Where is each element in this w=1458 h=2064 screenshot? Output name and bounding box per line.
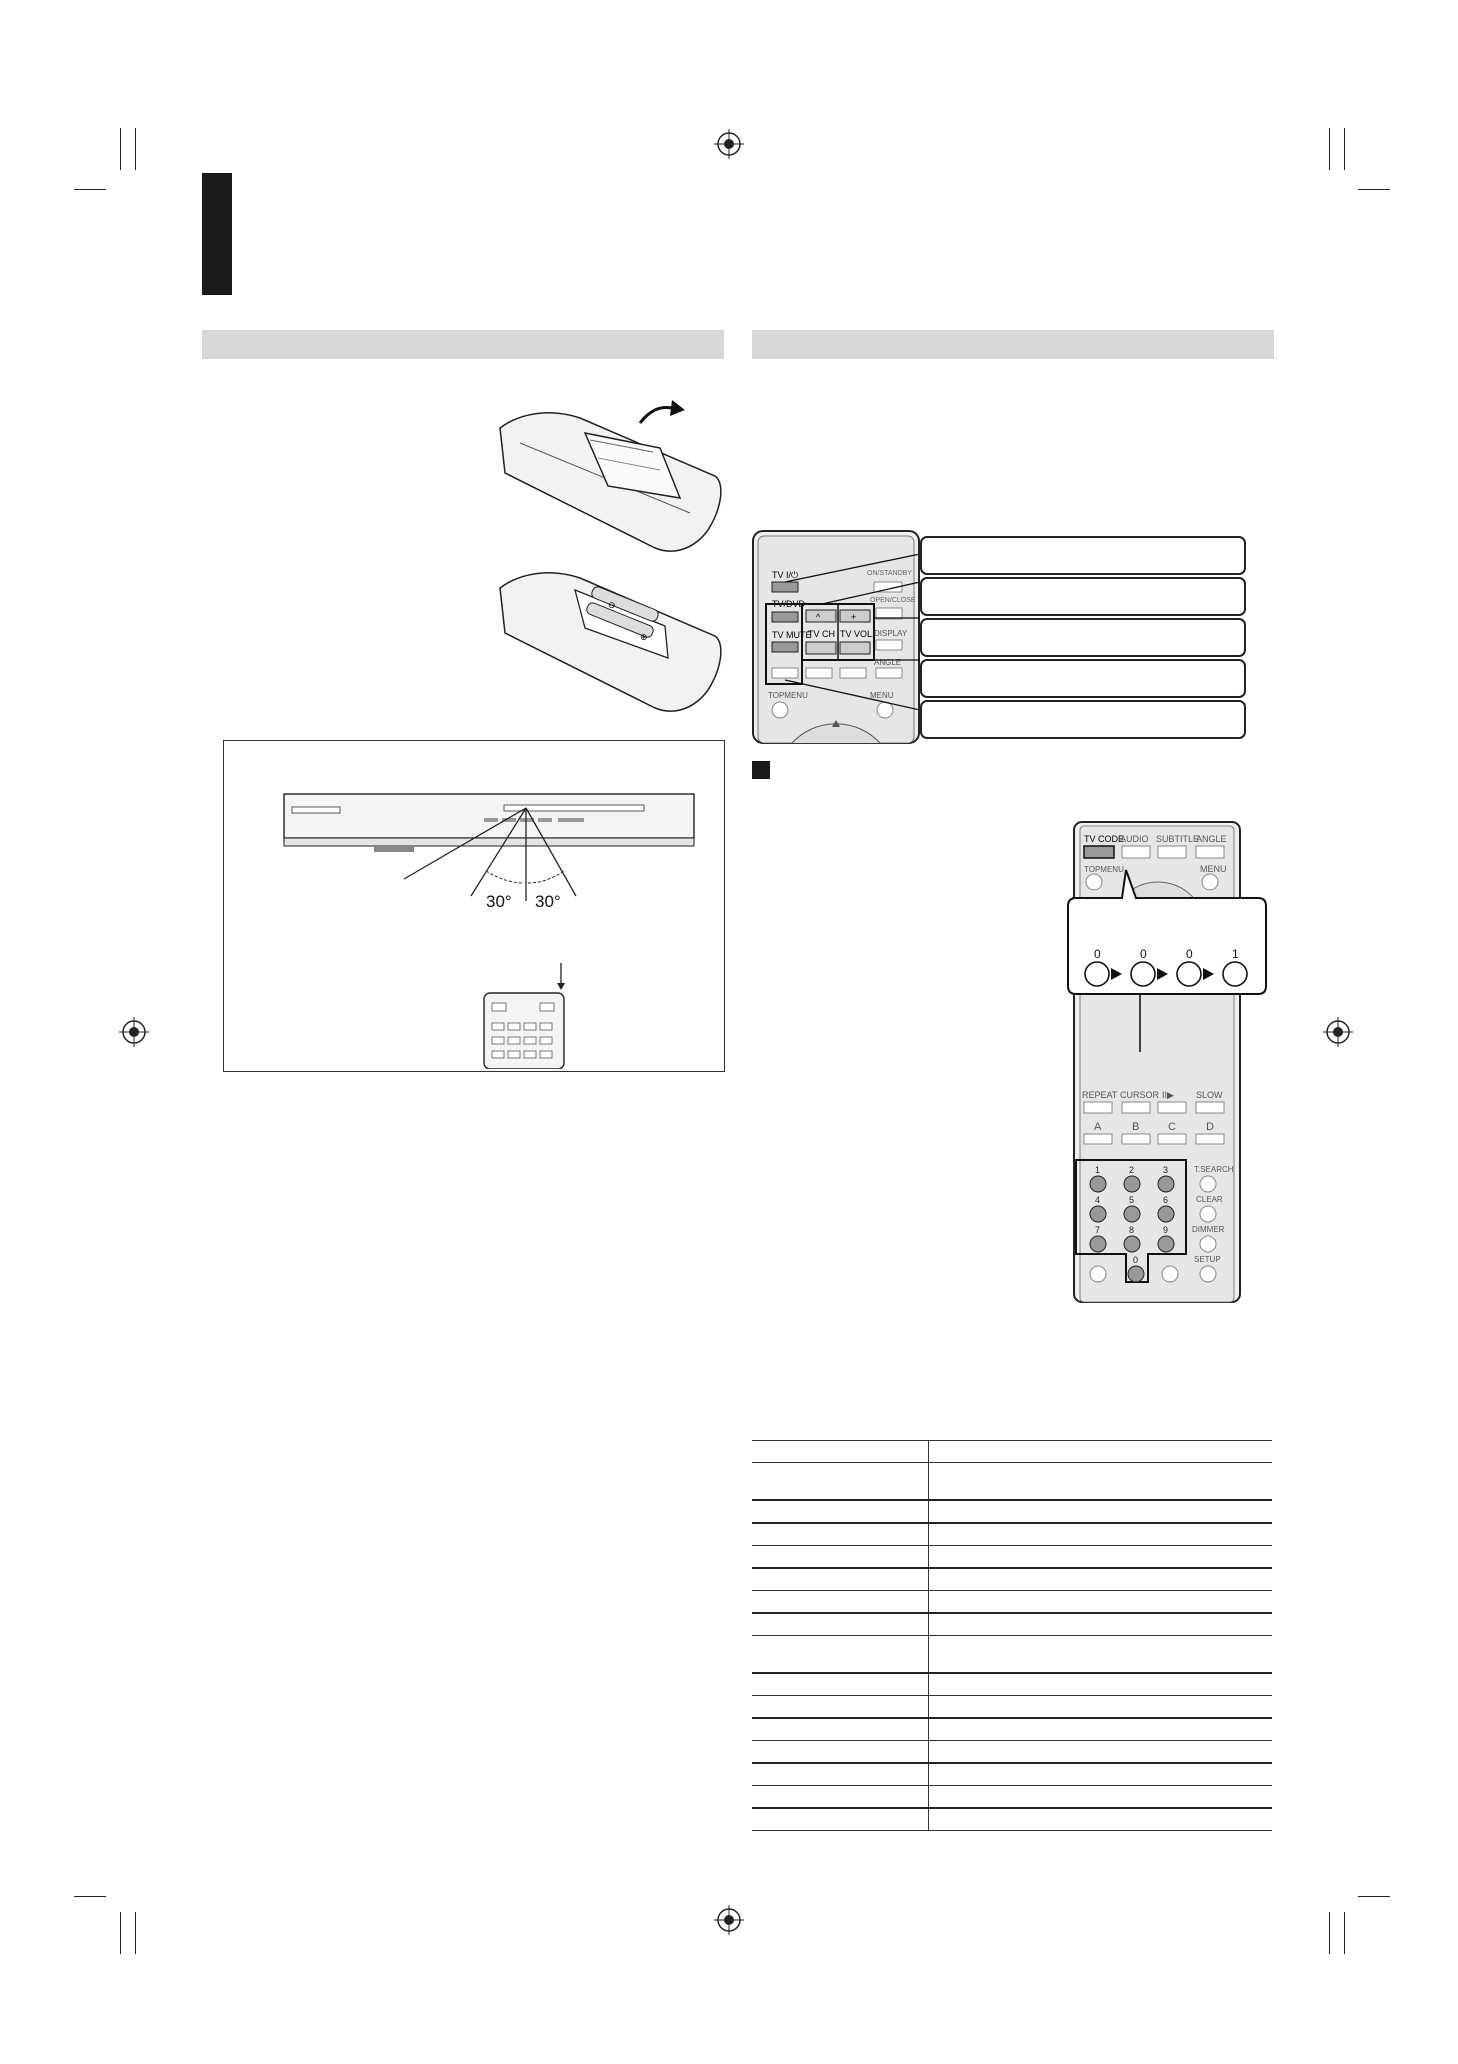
on-standby-label: ON/STANDBY — [867, 570, 912, 577]
tv-code-label: TV CODE — [1084, 834, 1125, 844]
keypad-button[interactable] — [1158, 1176, 1174, 1192]
battery-insert-illustration — [490, 548, 730, 728]
display-label: DISPLAY — [874, 629, 908, 638]
t-search-label: T.SEARCH — [1194, 1165, 1234, 1174]
table-row — [752, 1763, 1272, 1786]
subsection-marker — [752, 761, 770, 779]
tv-ch-label: TV CH — [808, 629, 835, 639]
code-digit-button — [1223, 962, 1247, 986]
tv-power-label: TV I/⏻ — [772, 570, 799, 580]
top-menu-label-2: TOPMENU — [1084, 865, 1124, 874]
tv-code-table — [752, 1440, 1272, 1831]
callout-box-1 — [920, 536, 1246, 575]
svg-text:^: ^ — [816, 612, 821, 622]
keypad-digit-label: 4 — [1095, 1195, 1101, 1205]
keypad-digit-label: 9 — [1163, 1225, 1169, 1235]
callout-box-5 — [920, 700, 1246, 739]
code-digit-label: 0 — [1094, 947, 1101, 961]
table-row — [752, 1568, 1272, 1591]
key-d-label: D — [1206, 1121, 1214, 1133]
keypad-digit-label: 0 — [1133, 1255, 1139, 1265]
subtitle-label: SUBTITLE — [1156, 834, 1200, 844]
section-header-bar-left — [202, 330, 724, 359]
callout-box-2 — [920, 577, 1246, 616]
battery-cover-open-illustration — [490, 388, 730, 568]
svg-text:+: + — [851, 612, 857, 622]
code-digit-label: 0 — [1186, 947, 1193, 961]
registration-mark-bottom — [714, 1905, 744, 1935]
keypad-button[interactable] — [1090, 1206, 1106, 1222]
svg-text:⊕: ⊕ — [640, 632, 648, 642]
angle-label-left: 30° — [486, 892, 512, 911]
table-row — [752, 1808, 1272, 1831]
menu-label-2: MENU — [1200, 864, 1227, 874]
callout-box-4 — [920, 659, 1246, 698]
registration-mark-right — [1323, 1017, 1353, 1047]
clear-label: CLEAR — [1196, 1195, 1223, 1204]
table-row — [752, 1591, 1272, 1614]
repeat-label: REPEAT — [1082, 1090, 1118, 1100]
keypad-button[interactable] — [1124, 1206, 1140, 1222]
keypad-button[interactable] — [1124, 1176, 1140, 1192]
keypad-button[interactable] — [1124, 1236, 1140, 1252]
angle-label-2: ANGLE — [1196, 834, 1227, 844]
keypad-digit-label: 2 — [1129, 1165, 1135, 1175]
key-c-label: C — [1168, 1121, 1176, 1133]
section-header-bar-right — [752, 330, 1274, 359]
tv-dvd-label: TV/DVD — [772, 599, 806, 609]
table-row — [752, 1500, 1272, 1523]
table-row — [752, 1636, 1272, 1674]
keypad-button[interactable] — [1090, 1176, 1106, 1192]
language-tab — [202, 173, 232, 295]
table-row — [752, 1463, 1272, 1501]
audio-label: AUDIO — [1120, 834, 1149, 844]
tv-mute-label: TV MUTE — [772, 630, 812, 640]
operating-range-drawing — [224, 741, 722, 1069]
code-digit-button — [1177, 962, 1201, 986]
keypad-button[interactable] — [1158, 1236, 1174, 1252]
key-a-label: A — [1094, 1121, 1102, 1133]
key-b-label: B — [1132, 1121, 1140, 1133]
table-row — [752, 1613, 1272, 1636]
code-digit-button — [1131, 962, 1155, 986]
keypad-digit-label: 5 — [1129, 1195, 1135, 1205]
table-row — [752, 1786, 1272, 1809]
top-menu-label-1: TOPMENU — [768, 691, 808, 700]
keypad-button[interactable] — [1128, 1266, 1144, 1282]
angle-label-1: ANGLE — [874, 658, 902, 667]
setup-label: SETUP — [1194, 1255, 1221, 1264]
open-close-label: OPEN/CLOSE — [870, 597, 916, 604]
table-row — [752, 1441, 1272, 1463]
keypad-digit-label: 3 — [1163, 1165, 1169, 1175]
keypad-digit-label: 1 — [1095, 1165, 1101, 1175]
table-row — [752, 1546, 1272, 1569]
slow-label: SLOW — [1196, 1090, 1223, 1100]
table-row — [752, 1741, 1272, 1764]
code-sequence-callout — [1060, 862, 1272, 1052]
callout-box-3 — [920, 618, 1246, 657]
table-row — [752, 1523, 1272, 1546]
registration-mark-top — [714, 129, 744, 159]
angle-label-right: 30° — [535, 892, 561, 911]
cursor-label: CURSOR — [1120, 1090, 1160, 1100]
code-digit-button — [1085, 962, 1109, 986]
keypad-digit-label: 6 — [1163, 1195, 1169, 1205]
keypad-digit-label: 8 — [1129, 1225, 1135, 1235]
dimmer-label: DIMMER — [1192, 1225, 1225, 1234]
code-digit-label: 1 — [1232, 947, 1239, 961]
code-digit-label: 0 — [1140, 947, 1147, 961]
table-row — [752, 1696, 1272, 1719]
menu-label-1: MENU — [870, 691, 894, 700]
keypad-button[interactable] — [1090, 1236, 1106, 1252]
svg-text:⊖: ⊖ — [608, 600, 616, 610]
svg-text:II▶: II▶ — [1162, 1090, 1174, 1100]
table-row — [752, 1673, 1272, 1696]
keypad-digit-label: 7 — [1095, 1225, 1101, 1235]
tv-vol-label: TV VOL. — [840, 629, 875, 639]
table-row — [752, 1718, 1272, 1741]
keypad-button[interactable] — [1158, 1206, 1174, 1222]
registration-mark-left — [119, 1017, 149, 1047]
